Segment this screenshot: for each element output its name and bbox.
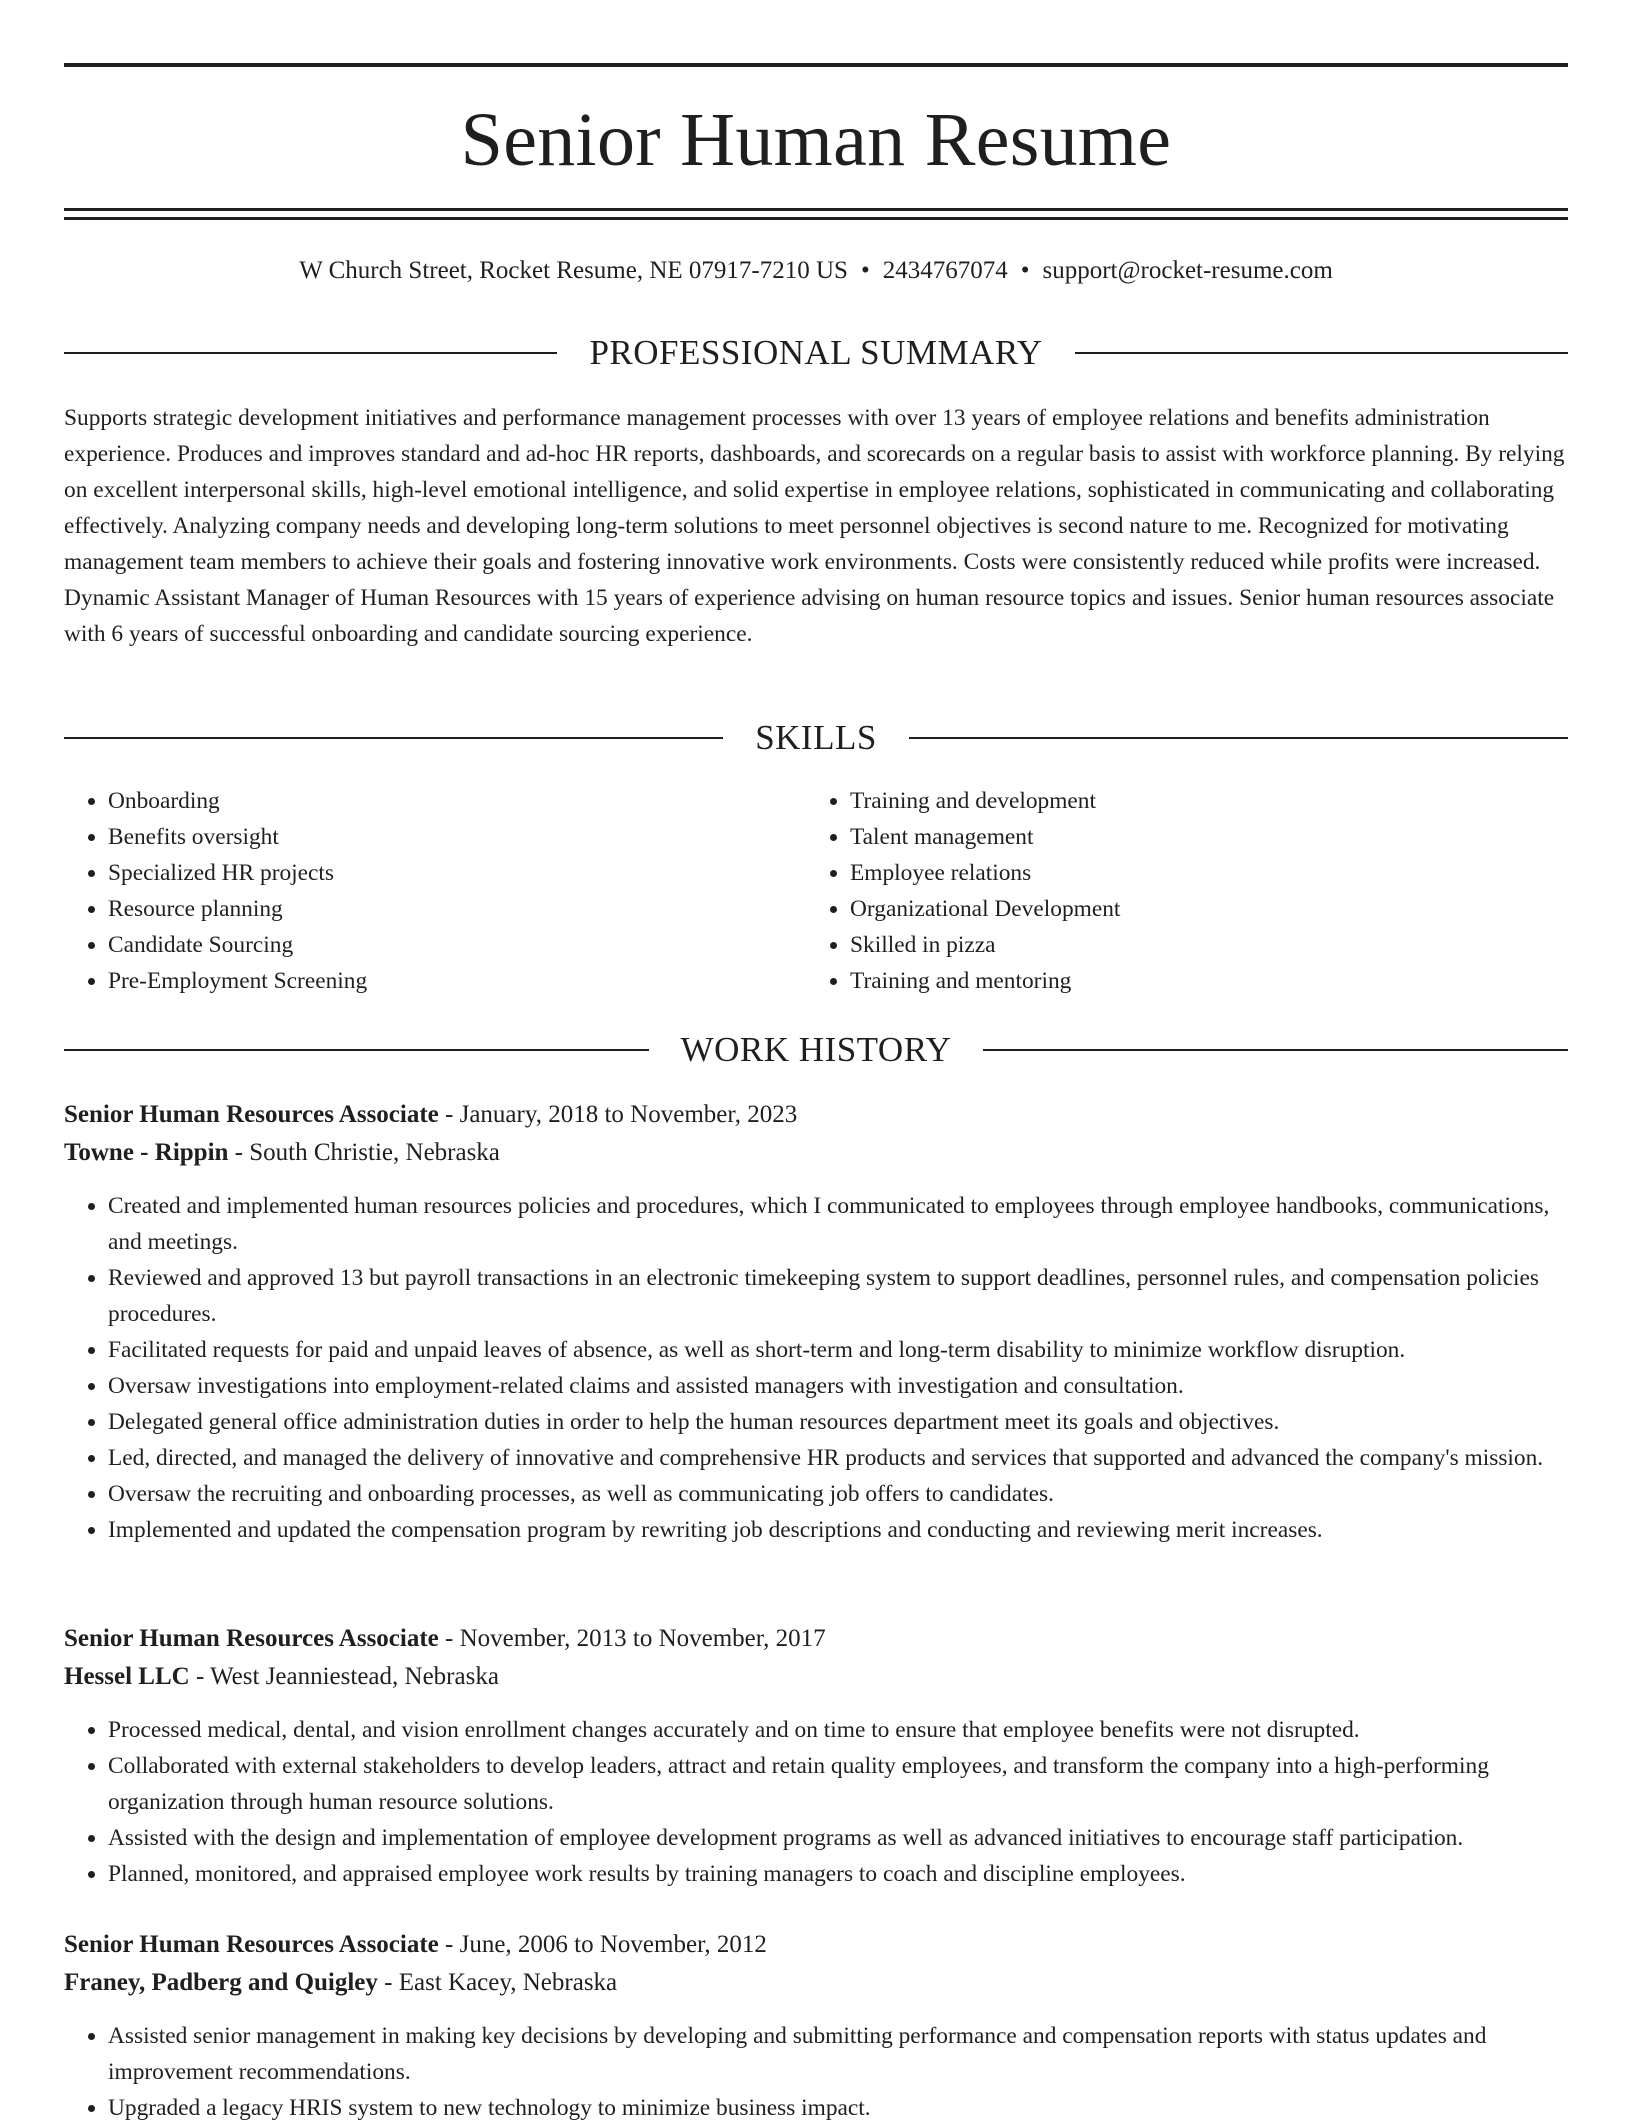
- job-location: - West Jeanniestead, Nebraska: [189, 1663, 499, 1690]
- skill-item: • Specialized HR projects: [108, 855, 806, 891]
- skill-item: • Talent management: [850, 819, 1548, 855]
- job-company: Franey, Padberg and Quigley: [64, 1969, 378, 1996]
- job-entry: [64, 1096, 1568, 1548]
- skill-item: • Organizational Development: [850, 891, 1548, 927]
- skill-item: • Pre-Employment Screening: [108, 963, 806, 999]
- job-bullet: • Facilitated requests for paid and unpaid leaves of absence, as well as short-term and long-term disability to minimize workflow disruption.: [108, 1332, 1568, 1368]
- job-title: Senior Human Resources Associate: [64, 1625, 439, 1652]
- job-dates: - January, 2018 to November, 2023: [438, 1101, 798, 1128]
- contact-phone: 2434767074: [882, 257, 1008, 284]
- contact-line: [64, 254, 1568, 288]
- job-title-line: [64, 1620, 1568, 1658]
- job-bullet: • Created and implemented human resources policies and procedures, which I communicated to employees through employee handbooks, communications, and meetings.: [108, 1188, 1568, 1260]
- summary-text: Supports strategic development initiatives and performance management processes with over 13 years of employee relations and benefits administration experience. Produces and improves standard and ad-hoc HR reports, dashboards, and scorecards on a regular basis to assist with workforce planning. By relying on excellent interpersonal skills, high-level emotional intelligence, and solid expertise in employee relations, sophisticated in communicating and collaborating effectively. Analyzing company needs and developing long-term solutions to meet personnel objectives is second nature to me. Recognized for motivating management team members to achieve their goals and fostering innovative work environments. Costs were consistently reduced while profits were increased. Dynamic Assistant Manager of Human Resources with 15 years of experience advising on human resource topics and issues. Senior human resources associate with 6 years of successful onboarding and candidate sourcing experience.: [64, 405, 1565, 647]
- work-history-heading: WORK HISTORY: [680, 1030, 952, 1069]
- contact-email: support@rocket-resume.com: [1042, 257, 1333, 284]
- skill-item: • Skilled in pizza: [850, 927, 1548, 963]
- job-bullet: • Processed medical, dental, and vision enrollment changes accurately and on time to ensure that employee benefits were not disrupted.: [108, 1712, 1568, 1748]
- top-divider: [64, 63, 1568, 67]
- job-title: Senior Human Resources Associate: [64, 1101, 439, 1128]
- job-bullet: • Assisted with the design and implementation of employee development programs as well as advanced initiatives to encourage staff participation.: [108, 1820, 1568, 1856]
- job-entry: [64, 1620, 1568, 1892]
- job-bullet: • Reviewed and approved 13 but payroll transactions in an electronic timekeeping system to support deadlines, personnel rules, and compensation policies procedures.: [108, 1260, 1568, 1332]
- skill-item: • Onboarding: [108, 783, 806, 819]
- job-bullet: • Assisted senior management in making key decisions by developing and submitting performance and compensation reports with status updates and improvement recommendations.: [108, 2018, 1568, 2090]
- skill-item: • Training and development: [850, 783, 1548, 819]
- skills-column-left: [64, 783, 806, 999]
- skill-item: • Training and mentoring: [850, 963, 1548, 999]
- job-bullet: • Led, directed, and managed the delivery of innovative and comprehensive HR products and services that supported and advanced the company's mission.: [108, 1440, 1568, 1476]
- section-rule-right: [1075, 352, 1568, 354]
- job-bullets: [64, 1188, 1568, 1548]
- contact-address: W Church Street, Rocket Resume, NE 07917-7210 US: [299, 257, 848, 284]
- job-company-line: [64, 1964, 1568, 2002]
- section-rule-left: [64, 1049, 649, 1051]
- job-bullets: [64, 2018, 1568, 2126]
- skills-column-right: [806, 783, 1548, 999]
- job-company: Towne - Rippin: [64, 1139, 229, 1166]
- job-title-line: [64, 1096, 1568, 1134]
- skill-item: • Benefits oversight: [108, 819, 806, 855]
- job-location: - East Kacey, Nebraska: [377, 1969, 618, 1996]
- job-bullet: • Collaborated with external stakeholders to develop leaders, attract and retain quality employees, and transform the company into a high-performing organization through human resource solutions.: [108, 1748, 1568, 1820]
- job-title: Senior Human Resources Associate: [64, 1931, 439, 1958]
- job-bullet: • Oversaw investigations into employment-related claims and assisted managers with investigation and consultation.: [108, 1368, 1568, 1404]
- title-double-divider: [64, 208, 1568, 220]
- job-bullet: • Upgraded a legacy HRIS system to new technology to minimize business impact.: [108, 2090, 1568, 2126]
- job-bullets: [64, 1712, 1568, 1892]
- contact-separator: •: [1020, 257, 1030, 284]
- job-location: - South Christie, Nebraska: [228, 1139, 500, 1166]
- job-entry: [64, 1926, 1568, 2126]
- summary-section-header: [64, 331, 1568, 375]
- skill-item: • Resource planning: [108, 891, 806, 927]
- contact-separator: •: [860, 257, 870, 284]
- section-rule-left: [64, 352, 557, 354]
- skills-list: [64, 783, 1568, 999]
- skills-section-header: [64, 716, 1568, 760]
- skill-item: • Employee relations: [850, 855, 1548, 891]
- job-bullet: • Implemented and updated the compensation program by rewriting job descriptions and conducting and reviewing merit increases.: [108, 1512, 1568, 1548]
- job-title-line: [64, 1926, 1568, 1964]
- job-bullet: • Oversaw the recruiting and onboarding processes, as well as communicating job offers to candidates.: [108, 1476, 1568, 1512]
- section-rule-right: [909, 737, 1568, 739]
- job-dates: - June, 2006 to November, 2012: [438, 1931, 767, 1958]
- summary-heading: PROFESSIONAL SUMMARY: [589, 333, 1043, 372]
- skills-heading: SKILLS: [755, 718, 877, 757]
- resume-title: Senior Human Resume: [460, 98, 1172, 182]
- job-company: Hessel LLC: [64, 1663, 190, 1690]
- job-company-line: [64, 1134, 1568, 1172]
- work-history-section-header: [64, 1028, 1568, 1072]
- section-rule-right: [983, 1049, 1568, 1051]
- job-bullet: • Delegated general office administration duties in order to help the human resources department meet its goals and objectives.: [108, 1404, 1568, 1440]
- job-company-line: [64, 1658, 1568, 1696]
- job-bullet: • Planned, monitored, and appraised employee work results by training managers to coach and discipline employees.: [108, 1856, 1568, 1892]
- job-dates: - November, 2013 to November, 2017: [438, 1625, 826, 1652]
- skill-item: • Candidate Sourcing: [108, 927, 806, 963]
- section-rule-left: [64, 737, 723, 739]
